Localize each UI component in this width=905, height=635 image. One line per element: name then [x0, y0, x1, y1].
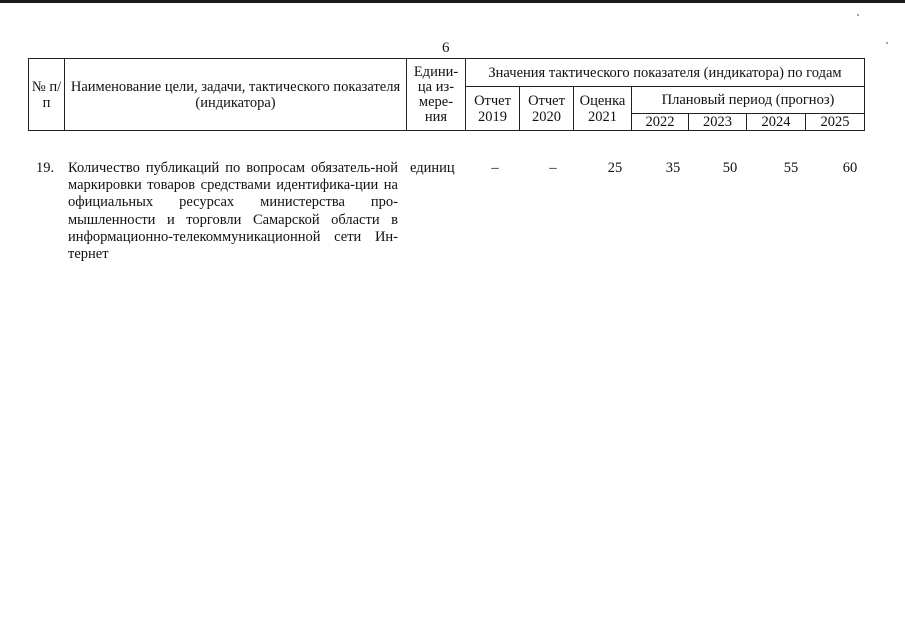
row-value-2022: 35 [665, 160, 681, 176]
row-value-2025: 60 [842, 160, 858, 176]
header-name: Наименование цели, задачи, тактического показателя (индикатора) [65, 59, 407, 131]
header-year-2024: 2024 [747, 114, 806, 131]
row-value-2021: 25 [607, 160, 623, 176]
row-number: 19. [36, 160, 55, 176]
row-value-2024: 55 [783, 160, 799, 176]
scan-edge [0, 0, 905, 3]
header-year-2025: 2025 [806, 114, 865, 131]
header-report-2019: Отчет 2019 [466, 87, 520, 131]
header-year-2022: 2022 [632, 114, 689, 131]
scan-speck [886, 42, 888, 44]
header-report-2020: Отчет 2020 [520, 87, 574, 131]
header-values-group: Значения тактического показателя (индикатора) по годам [466, 59, 865, 87]
indicator-table-header [28, 58, 865, 131]
header-unit: Едини-ца из-мере-ния [407, 59, 466, 131]
row-indicator-name: Количество публикаций по вопросам обязатель-ной маркировки товаров средствами идентифика-ции на официальных ресурсах министерства про-мышленности и торговли Самарской области в информационно-телекоммуникационной сети Ин-тернет [68, 160, 398, 263]
header-year-2023: 2023 [689, 114, 747, 131]
scan-speck [857, 14, 859, 16]
header-estimate-2021: Оценка 2021 [574, 87, 632, 131]
header-num: № п/п [29, 59, 65, 131]
row-value-2019: – [491, 160, 499, 176]
row-unit: единиц [410, 160, 455, 176]
row-value-2023: 50 [722, 160, 738, 176]
header-plan-period: Плановый период (прогноз) [632, 87, 865, 114]
row-value-2020: – [549, 160, 557, 176]
page-number: 6 [442, 40, 450, 56]
